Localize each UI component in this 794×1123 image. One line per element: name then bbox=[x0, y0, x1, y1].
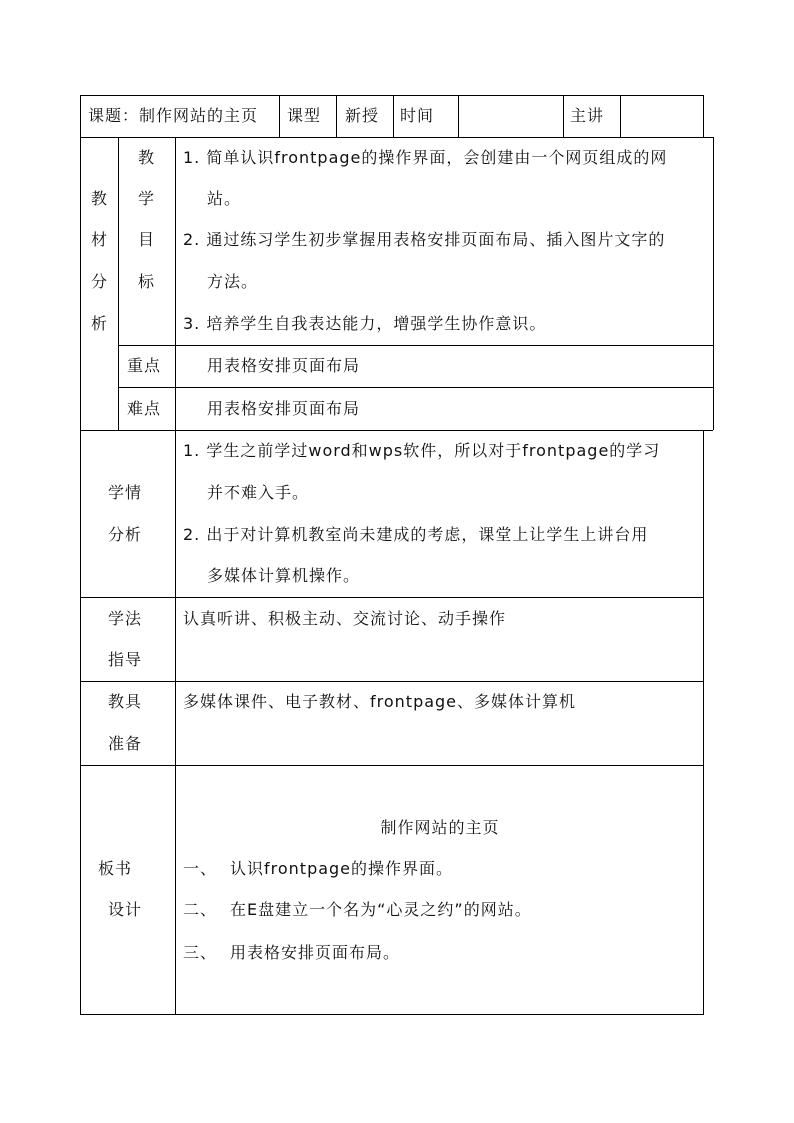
method-section-divider bbox=[80, 681, 704, 682]
header-col-divider-3 bbox=[393, 95, 394, 137]
board-item-1-text: 认识frontpage的操作界面。 bbox=[230, 859, 454, 878]
learning-method-label-2: 指导 bbox=[108, 650, 143, 669]
type-value: 新授 bbox=[345, 106, 380, 125]
student-item-1-line-2: 并不难入手。 bbox=[207, 483, 310, 502]
topic-label: 课题：制作网站的主页 bbox=[88, 106, 259, 125]
student-analysis-label-2: 分析 bbox=[108, 525, 143, 544]
board-design-title: 制作网站的主页 bbox=[380, 818, 500, 837]
keypoint-value: 用表格安排页面布局 bbox=[207, 356, 361, 375]
difficulty-label: 难点 bbox=[127, 399, 162, 418]
keypoint-label: 重点 bbox=[127, 356, 162, 375]
board-item-2-text: 在E盘建立一个名为“心灵之约”的网站。 bbox=[230, 900, 532, 919]
teaching-aids-label-2: 准备 bbox=[108, 734, 143, 753]
material-section-label-4: 析 bbox=[91, 314, 109, 333]
objectives-label-1: 教 bbox=[138, 148, 156, 167]
material-section-label-1: 教 bbox=[91, 189, 109, 208]
objective-1-line-2: 站。 bbox=[207, 189, 242, 208]
table-border-top bbox=[80, 95, 704, 96]
board-item-3-num: 三、 bbox=[183, 943, 218, 962]
material-col-divider-2 bbox=[175, 137, 176, 1015]
objectives-label-4: 标 bbox=[138, 272, 156, 291]
objectives-label-2: 学 bbox=[138, 189, 156, 208]
student-item-1-line-1: 1. 学生之前学过word和wps软件，所以对于frontpage的学习 bbox=[183, 441, 661, 460]
keypoint-row-divider bbox=[118, 387, 713, 388]
type-label: 课型 bbox=[287, 106, 322, 125]
student-item-2-line-1: 2. 出于对计算机教室尚未建成的考虑，课堂上让学生上讲台用 bbox=[183, 525, 649, 544]
student-analysis-label-1: 学情 bbox=[108, 483, 143, 502]
objectives-label-3: 目 bbox=[138, 230, 156, 249]
lecturer-label: 主讲 bbox=[570, 106, 605, 125]
objective-3-line-1: 3. 培养学生自我表达能力，增强学生协作意识。 bbox=[183, 314, 547, 333]
board-item-2-num: 二、 bbox=[183, 900, 218, 919]
board-item-1-num: 一、 bbox=[183, 859, 218, 878]
header-col-divider-2 bbox=[336, 95, 337, 137]
objective-1-line-1: 1. 简单认识frontpage的操作界面，会创建由一个网页组成的网 bbox=[183, 148, 668, 167]
objective-2-line-1: 2. 通过练习学生初步掌握用表格安排页面布局、插入图片文字的 bbox=[183, 230, 666, 249]
header-col-divider-1 bbox=[279, 95, 280, 137]
board-item-3-text: 用表格安排页面布局。 bbox=[230, 943, 401, 962]
material-section-divider bbox=[80, 430, 713, 431]
board-design-label-1: 板书 bbox=[98, 859, 133, 878]
objectives-row-divider bbox=[118, 345, 713, 346]
learning-method-value: 认真听讲、积极主动、交流讨论、动手操作 bbox=[183, 609, 507, 628]
material-section-label-2: 材 bbox=[91, 230, 109, 249]
aids-section-divider bbox=[80, 765, 704, 766]
teaching-aids-value: 多媒体课件、电子教材、frontpage、多媒体计算机 bbox=[183, 692, 577, 711]
learning-method-label-1: 学法 bbox=[108, 609, 143, 628]
table-border-right-top bbox=[703, 95, 704, 137]
board-design-label-2: 设计 bbox=[108, 900, 143, 919]
header-col-divider-6 bbox=[620, 95, 621, 137]
table-border-bottom bbox=[80, 1014, 704, 1015]
material-section-label-3: 分 bbox=[91, 272, 109, 291]
header-col-divider-4 bbox=[458, 95, 459, 137]
student-section-divider bbox=[80, 597, 704, 598]
difficulty-value: 用表格安排页面布局 bbox=[207, 399, 361, 418]
table-border-right-mid bbox=[713, 137, 714, 430]
student-item-2-line-2: 多媒体计算机操作。 bbox=[207, 566, 361, 585]
header-col-divider-5 bbox=[563, 95, 564, 137]
time-label: 时间 bbox=[400, 106, 435, 125]
table-border-right-bottom bbox=[703, 430, 704, 1015]
objective-2-line-2: 方法。 bbox=[207, 272, 259, 291]
table-border-left bbox=[80, 95, 81, 1015]
teaching-aids-label-1: 教具 bbox=[108, 692, 143, 711]
